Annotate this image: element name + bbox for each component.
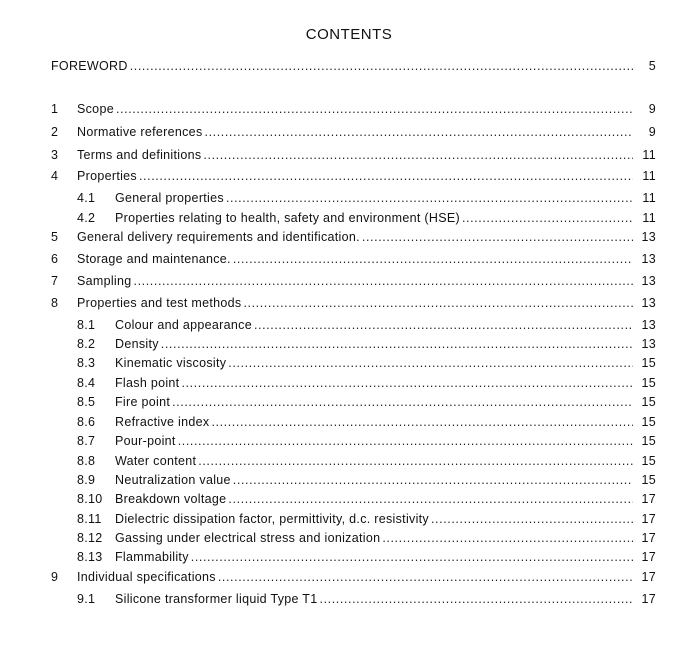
toc-entry-title: Gassing under electrical stress and ionization bbox=[115, 531, 381, 545]
toc-entry-number: 8.9 bbox=[77, 473, 96, 487]
toc-entry-number: 6 bbox=[51, 252, 59, 266]
toc-entry-page: 11 bbox=[642, 169, 656, 183]
toc-entry-page: 15 bbox=[641, 434, 656, 448]
toc-entry[interactable] bbox=[0, 251, 698, 267]
toc-entry-title: FOREWORD bbox=[51, 59, 128, 73]
toc-entry-title: Flammability bbox=[115, 550, 189, 564]
toc-entry-number: 8.11 bbox=[77, 512, 102, 526]
toc-entry[interactable] bbox=[0, 530, 698, 546]
toc-entry-number: 8 bbox=[51, 296, 59, 310]
toc-entry-title: Fire point bbox=[115, 395, 171, 409]
toc-entry-page: 17 bbox=[641, 550, 656, 564]
toc-entry-title: Colour and appearance bbox=[115, 318, 252, 332]
toc-entry-number: 8.2 bbox=[77, 337, 96, 351]
toc-entry[interactable] bbox=[0, 591, 698, 607]
toc-entry-number: 3 bbox=[51, 148, 59, 162]
dot-leader bbox=[161, 336, 633, 352]
dot-leader bbox=[191, 549, 633, 565]
toc-entry-number: 4.2 bbox=[77, 211, 96, 225]
toc-entry-title: Pour-point bbox=[115, 434, 176, 448]
toc-entry-page: 13 bbox=[641, 337, 656, 351]
dot-leader bbox=[198, 453, 633, 469]
toc-entry[interactable] bbox=[0, 569, 698, 585]
dot-leader bbox=[139, 168, 633, 184]
toc-entry-number: 8.12 bbox=[77, 531, 103, 545]
dot-leader bbox=[243, 295, 633, 311]
toc-entry-page: 17 bbox=[641, 512, 656, 526]
toc-entry[interactable] bbox=[0, 336, 698, 352]
toc-entry-number: 9 bbox=[51, 570, 59, 584]
toc-entry-number: 2 bbox=[51, 125, 59, 139]
toc-entry[interactable] bbox=[0, 101, 698, 117]
toc-entry-page: 5 bbox=[648, 59, 656, 73]
toc-entry[interactable] bbox=[0, 58, 698, 74]
toc-entry[interactable] bbox=[0, 124, 698, 140]
toc-entry-title: Kinematic viscosity bbox=[115, 356, 227, 370]
toc-entry-number: 8.6 bbox=[77, 415, 96, 429]
toc-entry[interactable] bbox=[0, 355, 698, 371]
toc-entry[interactable] bbox=[0, 491, 698, 507]
dot-leader bbox=[462, 210, 633, 226]
dot-leader bbox=[116, 101, 633, 117]
toc-entry-title: General delivery requirements and identification. bbox=[77, 230, 360, 244]
dot-leader bbox=[205, 124, 634, 140]
dot-leader bbox=[134, 273, 633, 289]
dot-leader bbox=[228, 491, 633, 507]
dot-leader bbox=[172, 394, 633, 410]
toc-entry-title: Properties bbox=[77, 169, 137, 183]
toc-entry-page: 13 bbox=[641, 252, 656, 266]
toc-entry-title: Refractive index bbox=[115, 415, 210, 429]
toc-entry-page: 15 bbox=[641, 454, 656, 468]
toc-entry-title: Individual specifications bbox=[77, 570, 216, 584]
page-title: CONTENTS bbox=[305, 26, 393, 43]
toc-entry-number: 8.3 bbox=[77, 356, 96, 370]
dot-leader bbox=[218, 569, 633, 585]
toc-entry-page: 9 bbox=[648, 102, 656, 116]
toc-entry-page: 17 bbox=[641, 592, 656, 606]
toc-entry[interactable] bbox=[0, 511, 698, 527]
toc-entry-page: 11 bbox=[642, 148, 656, 162]
toc-entry-page: 15 bbox=[641, 395, 656, 409]
toc-entry[interactable] bbox=[0, 147, 698, 163]
toc-entry[interactable] bbox=[0, 317, 698, 333]
toc-entry-page: 13 bbox=[641, 318, 656, 332]
dot-leader bbox=[382, 530, 633, 546]
toc-entry-number: 7 bbox=[51, 274, 59, 288]
toc-entry-title: Storage and maintenance. bbox=[77, 252, 231, 266]
toc-entry[interactable] bbox=[0, 229, 698, 245]
toc-entry-number: 8.1 bbox=[77, 318, 96, 332]
dot-leader bbox=[228, 355, 633, 371]
toc-entry[interactable] bbox=[0, 414, 698, 430]
dot-leader bbox=[362, 229, 633, 245]
toc-entry-page: 15 bbox=[641, 356, 656, 370]
toc-entry-number: 4.1 bbox=[77, 191, 96, 205]
dot-leader bbox=[203, 147, 633, 163]
toc-entry[interactable] bbox=[0, 375, 698, 391]
dot-leader bbox=[211, 414, 633, 430]
dot-leader bbox=[233, 472, 633, 488]
toc-entry[interactable] bbox=[0, 210, 698, 226]
toc-entry-page: 17 bbox=[641, 531, 656, 545]
toc-entry-page: 17 bbox=[641, 492, 656, 506]
toc-entry-number: 8.4 bbox=[77, 376, 96, 390]
toc-entry[interactable] bbox=[0, 433, 698, 449]
toc-entry-number: 8.10 bbox=[77, 492, 103, 506]
toc-entry-title: Dielectric dissipation factor, permittivity, d.c. resistivity bbox=[115, 512, 429, 526]
toc-entry-page: 11 bbox=[642, 191, 656, 205]
toc-entry-title: Breakdown voltage bbox=[115, 492, 227, 506]
toc-entry-title: Scope bbox=[77, 102, 114, 116]
toc-entry[interactable] bbox=[0, 190, 698, 206]
toc-entry[interactable] bbox=[0, 273, 698, 289]
toc-entry-number: 9.1 bbox=[77, 592, 96, 606]
dot-leader bbox=[254, 317, 633, 333]
toc-entry-title: Water content bbox=[115, 454, 197, 468]
toc-entry-title: Properties and test methods bbox=[77, 296, 242, 310]
toc-entry-number: 8.8 bbox=[77, 454, 96, 468]
toc-entry-title: Normative references bbox=[77, 125, 203, 139]
toc-entry-page: 13 bbox=[641, 274, 656, 288]
toc-entry-page: 17 bbox=[641, 570, 656, 584]
toc-entry-title: General properties bbox=[115, 191, 224, 205]
toc-entry-number: 8.13 bbox=[77, 550, 103, 564]
dot-leader bbox=[233, 251, 633, 267]
toc-entry-number: 4 bbox=[51, 169, 59, 183]
dot-leader bbox=[226, 190, 633, 206]
toc-entry-page: 11 bbox=[642, 211, 656, 225]
toc-entry-title: Properties relating to health, safety and environment (HSE) bbox=[115, 211, 460, 225]
toc-entry[interactable] bbox=[0, 549, 698, 565]
toc-entry-title: Density bbox=[115, 337, 159, 351]
dot-leader bbox=[320, 591, 634, 607]
dot-leader bbox=[181, 375, 633, 391]
toc-entry-page: 15 bbox=[641, 376, 656, 390]
toc-entry-title: Flash point bbox=[115, 376, 180, 390]
toc-entry-title: Sampling bbox=[77, 274, 132, 288]
toc-entry[interactable] bbox=[0, 453, 698, 469]
toc-entry-page: 9 bbox=[648, 125, 656, 139]
toc-entry-number: 8.5 bbox=[77, 395, 96, 409]
toc-entry-number: 5 bbox=[51, 230, 59, 244]
toc-entry[interactable] bbox=[0, 168, 698, 184]
dot-leader bbox=[431, 511, 633, 527]
dot-leader bbox=[130, 58, 633, 74]
toc-entry-page: 15 bbox=[641, 415, 656, 429]
toc-entry-page: 13 bbox=[641, 296, 656, 310]
toc-entry-page: 15 bbox=[641, 473, 656, 487]
toc-entry-title: Terms and definitions bbox=[77, 148, 202, 162]
toc-entry-title: Neutralization value bbox=[115, 473, 231, 487]
toc-entry-page: 13 bbox=[641, 230, 656, 244]
dot-leader bbox=[178, 433, 633, 449]
toc-entry[interactable] bbox=[0, 394, 698, 410]
toc-entry-number: 8.7 bbox=[77, 434, 96, 448]
toc-entry[interactable] bbox=[0, 295, 698, 311]
toc-entry-number: 1 bbox=[51, 102, 59, 116]
toc-entry-title: Silicone transformer liquid Type T1 bbox=[115, 592, 318, 606]
toc-entry[interactable] bbox=[0, 472, 698, 488]
